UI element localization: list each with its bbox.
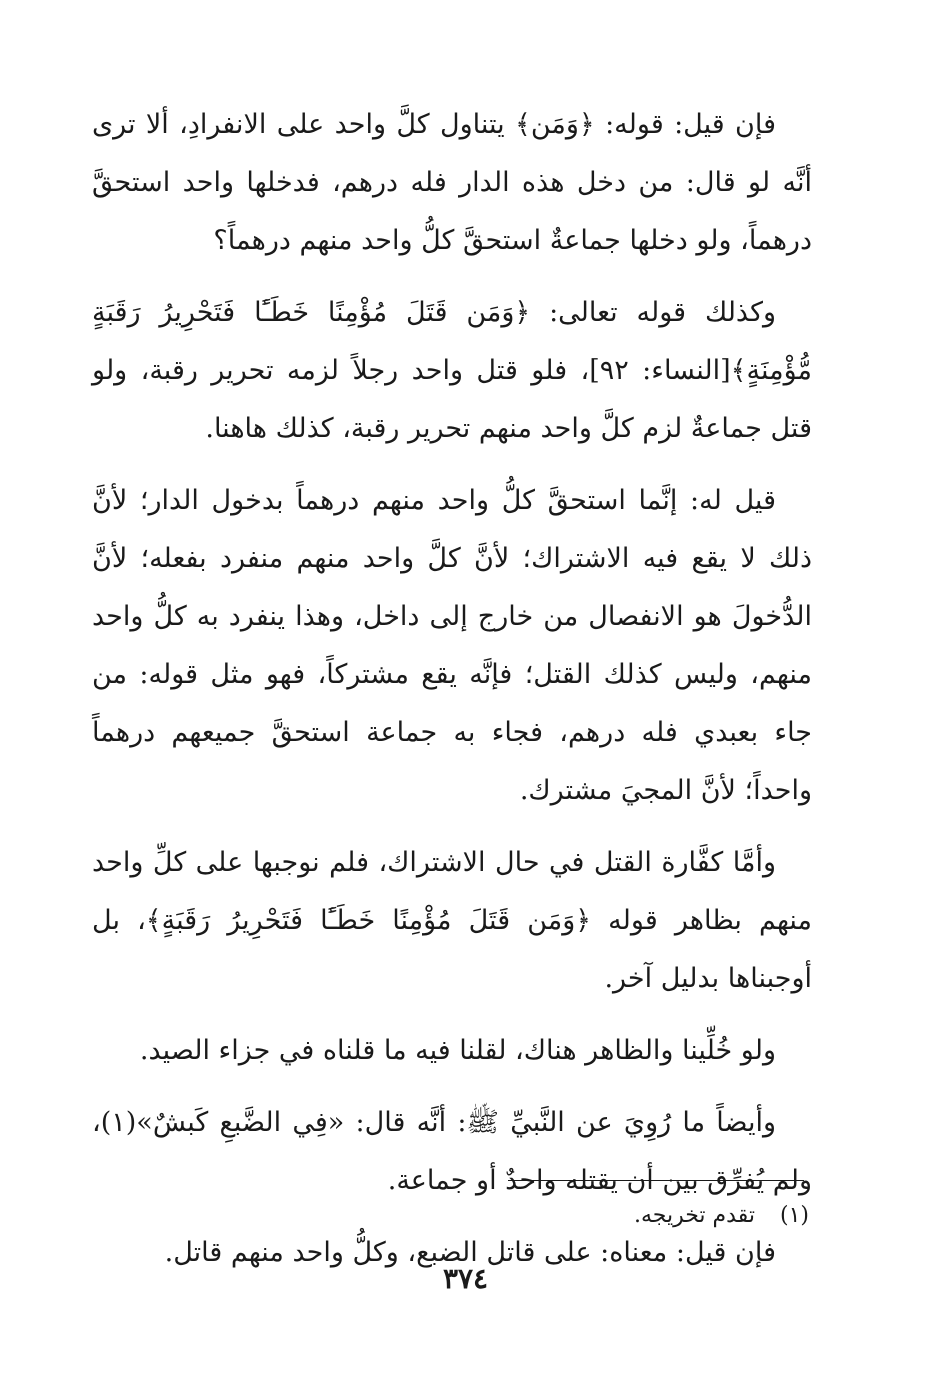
paragraph-6: وأيضاً ما رُوِيَ عن النَّبيِّ ﷺ: أنَّه قال: «فِي الضَّبعِ كَبشٌ»(١)، ولم يُفرِّق بين أن يقتله واحدٌ أو جماعة. — [92, 1107, 812, 1196]
paragraph-5: ولو خُلِّينا والظاهر هناك، لقلنا فيه ما قلناه في جزاء الصيد. — [139, 1035, 776, 1066]
main-text — [92, 96, 812, 1296]
footnote-number: (١) — [779, 1203, 809, 1228]
footnote — [634, 1200, 809, 1232]
paragraph-7: فإن قيل: معناه: على قاتل الضبع، وكلُّ واحد منهم قاتل. — [164, 1237, 776, 1268]
paragraph-4: وأمَّا كفَّارة القتل في حال الاشتراك، فلم نوجبها على كلِّ واحد منهم بظاهر قوله ﴿وَمَن قَتَلَ مُؤْمِنًا خَطَـًٔا فَتَحْرِيرُ رَقَبَةٍ﴾، بل أوجبناها بدليل آخر. — [92, 847, 812, 994]
paragraph-1: فإن قيل: قوله: ﴿وَمَن﴾ يتناول كلَّ واحد على الانفرادِ، ألا ترى أنَّه لو قال: من دخل هذه الدار فله درهم، فدخلها واحد استحقَّ درهماً، ولو دخلها جماعةٌ استحقَّ كلُّ واحد منهم درهماً؟ — [92, 109, 812, 256]
footnote-divider — [508, 1180, 804, 1181]
paragraph-2: وكذلك قوله تعالى: ﴿وَمَن قَتَلَ مُؤْمِنًا خَطَـًٔا فَتَحْرِيرُ رَقَبَةٍ مُّؤْمِنَةٍ﴾[النساء: ٩٢]، فلو قتل واحد رجلاً لزمه تحرير رقبة، ولو قتل جماعةٌ لزم كلَّ واحد منهم تحرير رقبة، كذلك هاهنا. — [92, 297, 812, 444]
page-number: ٣٧٤ — [442, 1262, 489, 1295]
paragraph-3: قيل له: إنَّما استحقَّ كلُّ واحد منهم درهماً بدخول الدار؛ لأنَّ ذلك لا يقع فيه الاشتراك؛ لأنَّ كلَّ واحد منهم منفرد بفعله؛ لأنَّ الدُّخولَ هو الانفصال من خارج إلى داخل، وهذا ينفرد به كلُّ واحد منهم، وليس كذلك القتل؛ فإنَّه يقع مشتركاً، فهو مثل قوله: من جاء بعبدي فله درهم، فجاء به جماعة استحقَّ جميعهم درهماً واحداً؛ لأنَّ المجيَ مشترك. — [92, 485, 812, 806]
footnote-text: تقدم تخريجه. — [633, 1203, 755, 1228]
